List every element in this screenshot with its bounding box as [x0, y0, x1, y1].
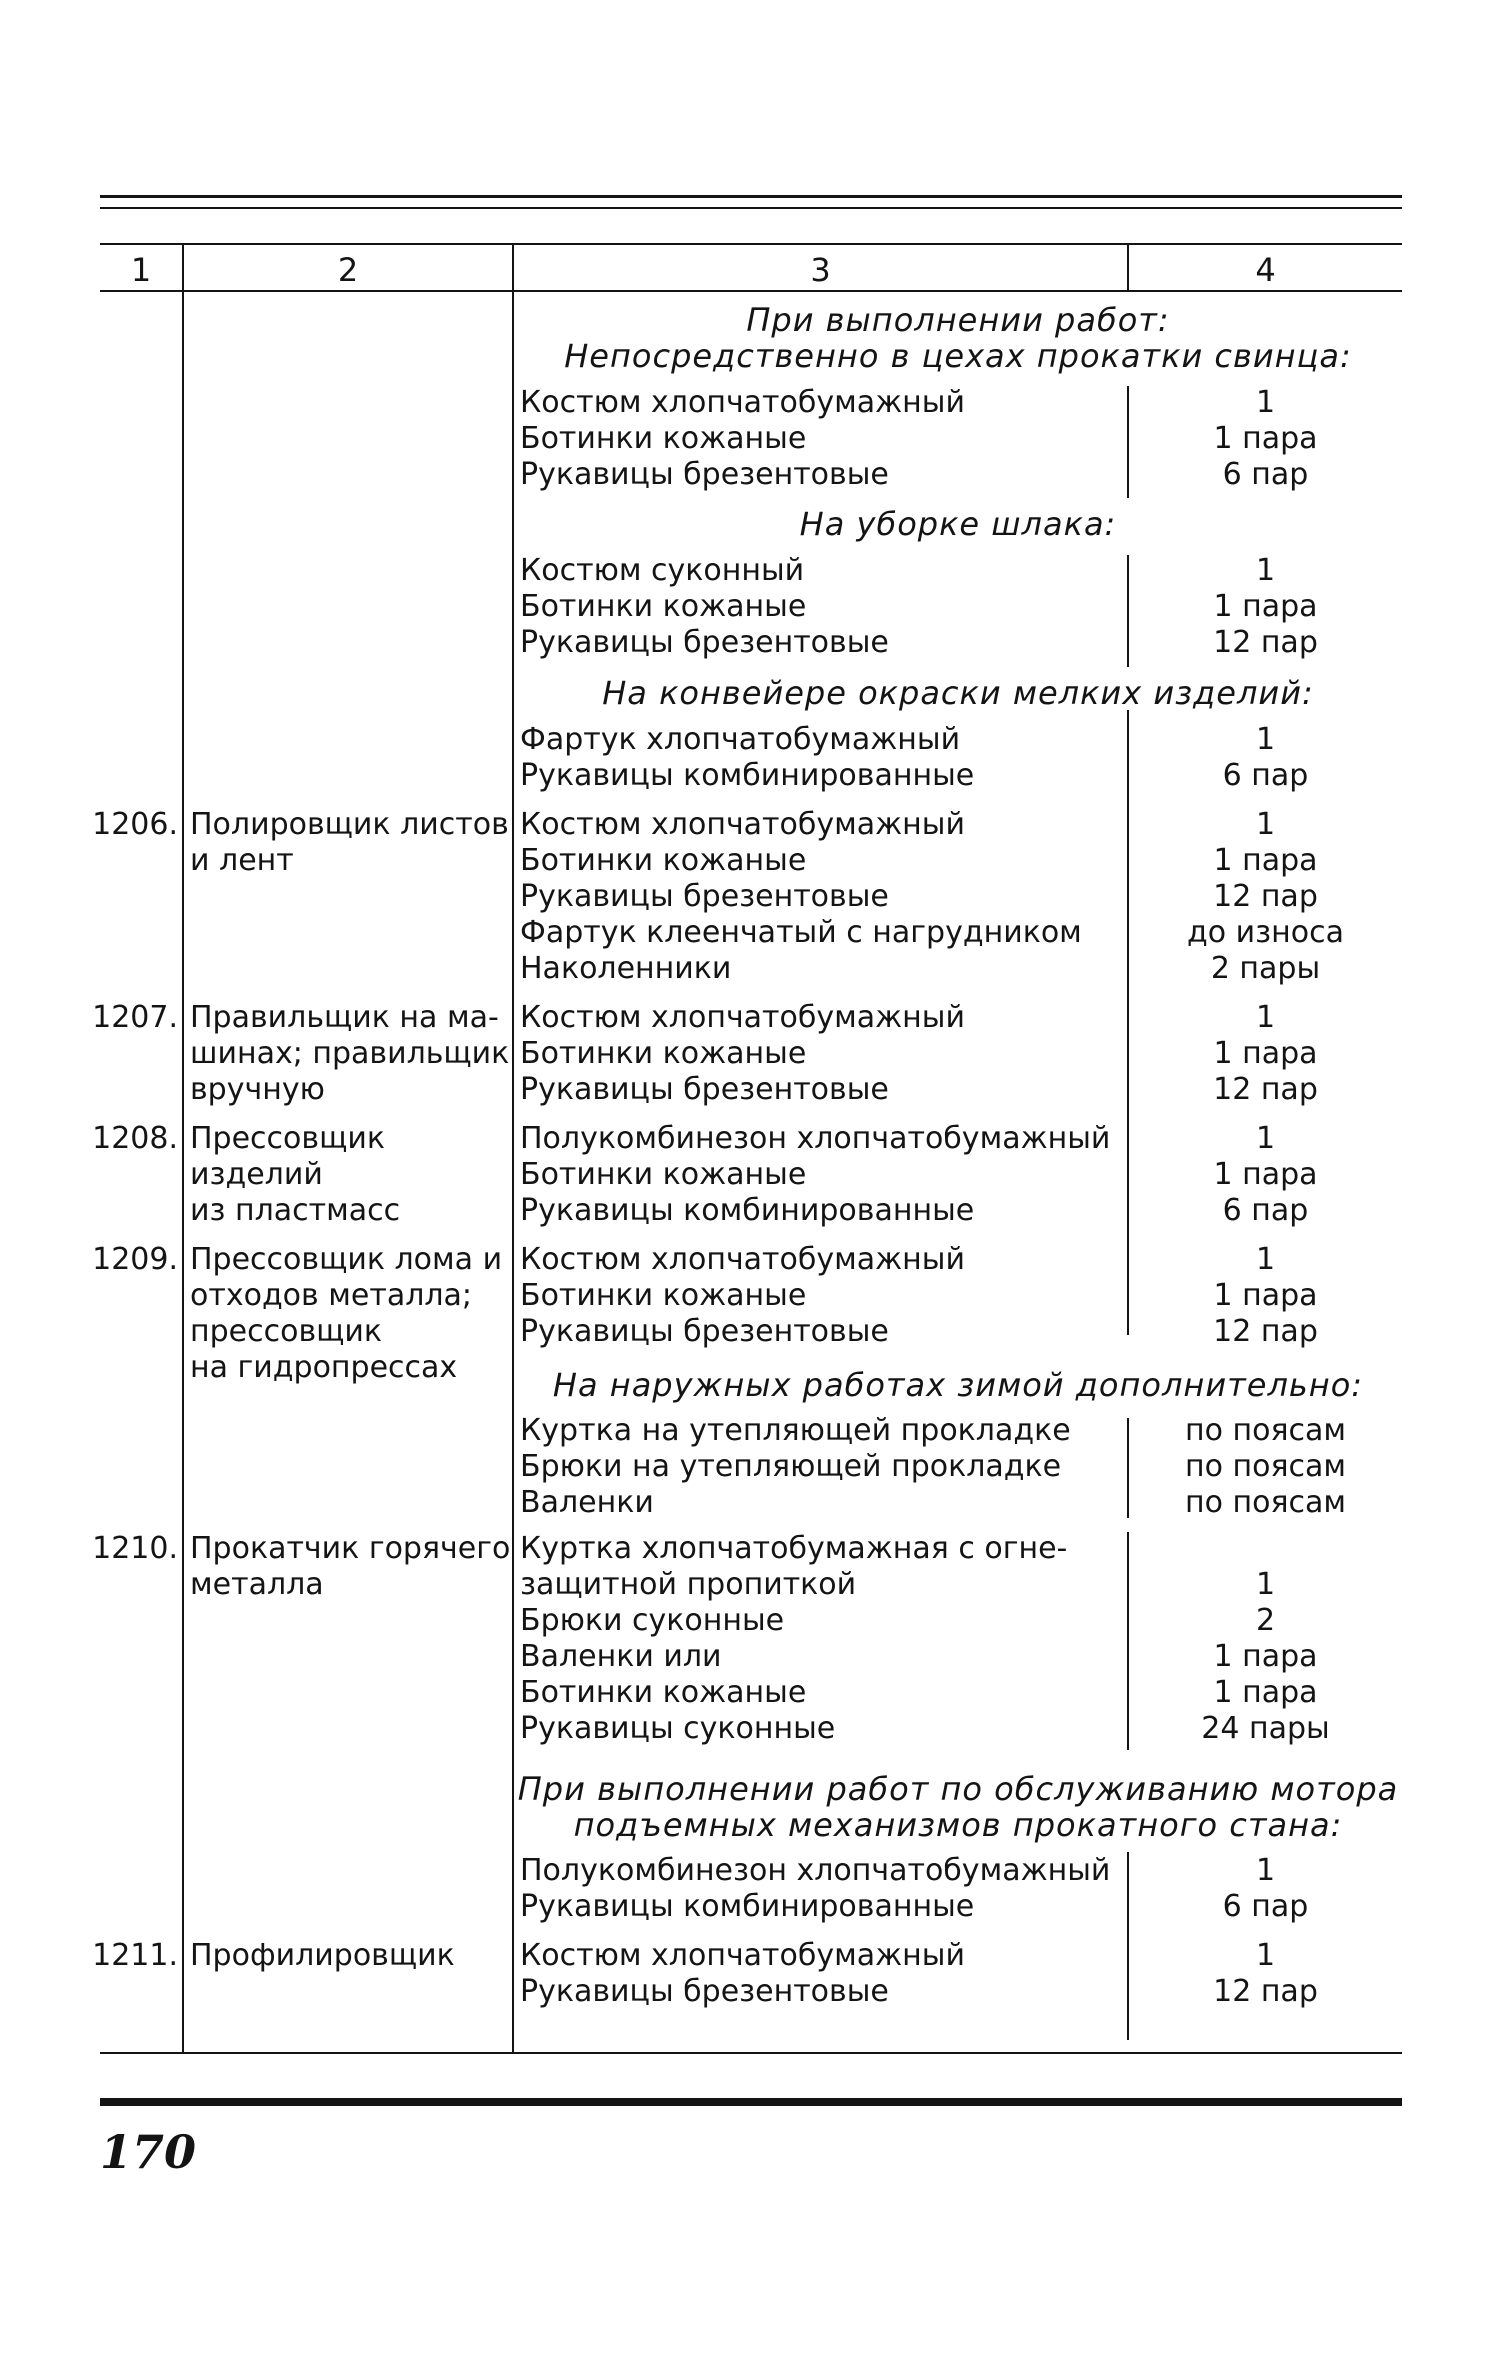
item: Ботинки кожаные [520, 1036, 807, 1071]
items-g1 [520, 385, 965, 493]
profession-line: и лент [190, 843, 294, 878]
profession-line: металла [190, 1567, 324, 1602]
item: Брюки суконные [520, 1603, 785, 1638]
qty-1206 [1129, 807, 1402, 987]
item: Ботинки кожаные [520, 589, 807, 624]
item: Куртка хлопчатобумажная с огне- [520, 1531, 1068, 1566]
item: Полукомбинезон хлопчатобумажный [520, 1121, 1111, 1156]
profession-line: из пластмасс [190, 1193, 401, 1228]
profession-line: шинах; правильщик [190, 1036, 510, 1071]
item: Рукавицы суконные [520, 1711, 836, 1746]
qty: 1 [1255, 1853, 1276, 1888]
qty: 1 [1255, 1000, 1276, 1035]
item: Полукомбинезон хлопчатобумажный [520, 1853, 1111, 1888]
qty: 6 пар [1222, 758, 1309, 793]
qty: по поясам [1184, 1485, 1347, 1520]
header-col-4: 4 [1255, 251, 1276, 289]
qty: 1 [1255, 385, 1276, 420]
profession-1208 [190, 1121, 400, 1229]
page-number: 170 [100, 2125, 197, 2179]
item: Фартук клеенчатый с нагрудником [520, 915, 1082, 950]
profession-line: Прессовщик [190, 1121, 385, 1156]
qty-g1 [1129, 385, 1402, 493]
qty-g2 [1129, 553, 1402, 661]
qty-g4 [1129, 1413, 1402, 1521]
item: Ботинки кожаные [520, 843, 807, 878]
section-heading: При выполнении работ: [746, 301, 1170, 339]
item: Костюм хлопчатобумажный [520, 1000, 965, 1035]
qty: 12 пар [1213, 1974, 1318, 2009]
qty: до износа [1187, 915, 1344, 950]
qty: 6 пар [1222, 457, 1309, 492]
profession-1211 [190, 1938, 455, 1974]
qty: 1 пара [1213, 421, 1318, 456]
qty-g3 [1129, 722, 1402, 794]
qty: 1 пара [1213, 1157, 1318, 1192]
profession-line: отходов металла; [190, 1278, 473, 1313]
header-top-rule [100, 243, 1402, 245]
item: Рукавицы брезентовые [520, 879, 889, 914]
item: Валенки [520, 1485, 654, 1520]
row-number-1210: 1210. [92, 1531, 178, 1566]
section-heading: Непосредственно в цехах прокатки свинца: [564, 337, 1352, 375]
items-1211 [520, 1938, 965, 2010]
item: Рукавицы брезентовые [520, 457, 889, 492]
item: Брюки на утепляющей прокладке [520, 1449, 1062, 1484]
bottom-thick-rule [100, 2098, 1402, 2106]
qty [1129, 1531, 1402, 1567]
qty: 1 [1255, 722, 1276, 757]
items-1210 [520, 1531, 1067, 1747]
item: Валенки или [520, 1639, 722, 1674]
qty: по поясам [1184, 1449, 1347, 1484]
item: Костюм хлопчатобумажный [520, 385, 965, 420]
qty: 2 пары [1210, 951, 1321, 986]
qty-g5 [1129, 1853, 1402, 1925]
item: Ботинки кожаные [520, 1157, 807, 1192]
qty: 12 пар [1213, 1314, 1318, 1349]
item: Костюм хлопчатобумажный [520, 1242, 965, 1277]
qty: по поясам [1184, 1413, 1347, 1448]
profession-1206 [190, 807, 509, 879]
profession-line: Прессовщик лома и [190, 1242, 503, 1277]
item: Ботинки кожаные [520, 421, 807, 456]
item: Рукавицы комбинированные [520, 758, 975, 793]
qty: 1 пара [1213, 1675, 1318, 1710]
qty: 24 пары [1201, 1711, 1330, 1746]
item: Фартук хлопчатобумажный [520, 722, 961, 757]
profession-line: вручную [190, 1072, 325, 1107]
qty-1210 [1129, 1531, 1402, 1747]
row-number-1208: 1208. [92, 1121, 178, 1156]
profession-line: Профилировщик [190, 1938, 455, 1973]
items-1207 [520, 1000, 965, 1108]
profession-line: Полировщик листов [190, 807, 509, 842]
items-g5 [520, 1853, 1110, 1925]
section-heading: При выполнении работ по обслуживанию мотора [517, 1770, 1399, 1808]
qty: 1 пара [1213, 843, 1318, 878]
qty: 2 [1255, 1603, 1276, 1638]
item: Ботинки кожаные [520, 1675, 807, 1710]
item: Рукавицы комбинированные [520, 1193, 975, 1228]
items-g3 [520, 722, 974, 794]
item: Рукавицы брезентовые [520, 625, 889, 660]
qty-1209 [1129, 1242, 1402, 1350]
items-1206 [520, 807, 1082, 987]
qty-1208 [1129, 1121, 1402, 1229]
item: защитной пропиткой [520, 1567, 857, 1602]
section-heading: На наружных работах зимой дополнительно: [552, 1366, 1364, 1404]
row-number-1207: 1207. [92, 1000, 178, 1035]
qty: 1 [1255, 1242, 1276, 1277]
table-bottom-rule [100, 2052, 1402, 2054]
profession-1210 [190, 1531, 510, 1603]
profession-1207 [190, 1000, 509, 1108]
header-col-1: 1 [130, 251, 152, 289]
qty: 12 пар [1213, 879, 1318, 914]
qty-1211 [1129, 1938, 1402, 2010]
qty: 6 пар [1222, 1193, 1309, 1228]
qty: 1 пара [1213, 1278, 1318, 1313]
items-g2 [520, 553, 889, 661]
qty: 1 [1255, 807, 1276, 842]
qty: 1 [1255, 1567, 1276, 1602]
section-heading: На уборке шлака: [799, 505, 1117, 543]
qty: 1 [1255, 1938, 1276, 1973]
item: Рукавицы брезентовые [520, 1974, 889, 2009]
qty: 12 пар [1213, 625, 1318, 660]
item: Костюм хлопчатобумажный [520, 807, 965, 842]
item: Костюм суконный [520, 553, 805, 588]
profession-line: Прокатчик горячего [190, 1531, 511, 1566]
section-heading: На конвейере окраски мелких изделий: [602, 674, 1314, 712]
qty: 6 пар [1222, 1889, 1309, 1924]
section-heading: подъемных механизмов прокатного стана: [573, 1806, 1343, 1844]
row-number-1211: 1211. [92, 1938, 178, 1973]
profession-1209 [190, 1242, 502, 1386]
item: Куртка на утепляющей прокладке [520, 1413, 1071, 1448]
qty: 12 пар [1213, 1072, 1318, 1107]
item: Рукавицы комбинированные [520, 1889, 975, 1924]
qty: 1 [1255, 1121, 1276, 1156]
item: Рукавицы брезентовые [520, 1314, 889, 1349]
item: Ботинки кожаные [520, 1278, 807, 1313]
item: Рукавицы брезентовые [520, 1072, 889, 1107]
row-number-1209: 1209. [92, 1242, 178, 1277]
profession-line: Правильщик на ма- [190, 1000, 499, 1035]
qty: 1 пара [1213, 589, 1318, 624]
header-col-2: 2 [337, 251, 359, 289]
items-1209 [520, 1242, 965, 1350]
items-1208 [520, 1121, 1110, 1229]
item: Наколенники [520, 951, 732, 986]
header-bottom-rule [100, 290, 1402, 292]
header-col-3: 3 [810, 251, 831, 289]
items-g4 [520, 1413, 1071, 1521]
column-divider-1 [182, 243, 184, 2053]
top-rule-1 [100, 195, 1402, 198]
qty: 1 пара [1213, 1639, 1318, 1674]
item: Костюм хлопчатобумажный [520, 1938, 965, 1973]
profession-line: прессовщик [190, 1314, 383, 1349]
qty: 1 пара [1213, 1036, 1318, 1071]
top-rule-2 [100, 207, 1402, 209]
qty: 1 [1255, 553, 1276, 588]
qty-1207 [1129, 1000, 1402, 1108]
profession-line: на гидропрессах [190, 1350, 458, 1385]
row-number-1206: 1206. [92, 807, 178, 842]
profession-line: изделий [190, 1157, 323, 1192]
